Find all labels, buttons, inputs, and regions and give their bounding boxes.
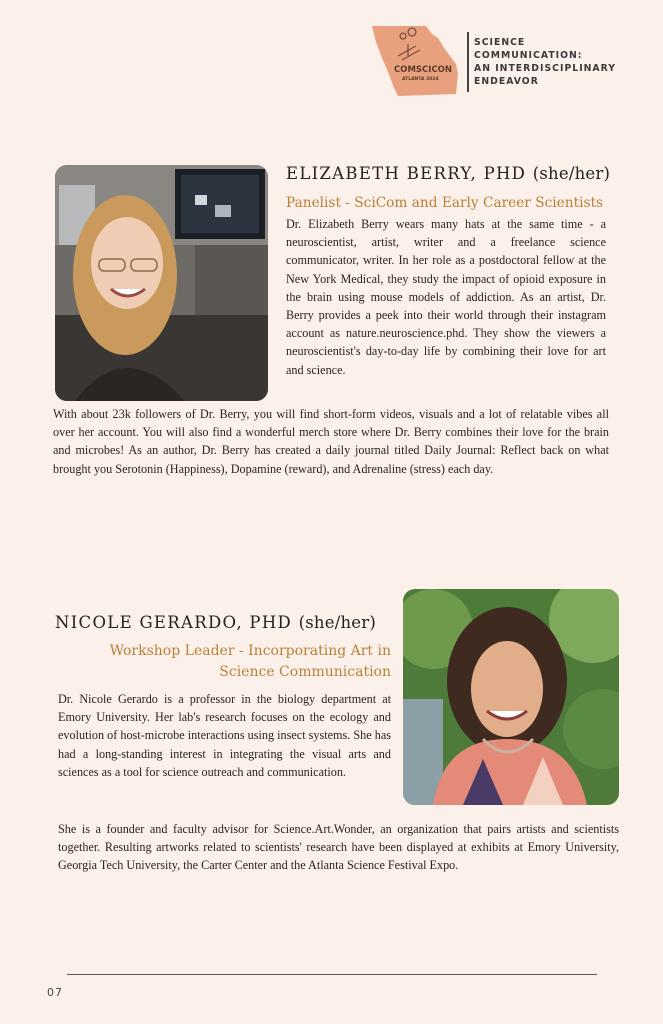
header-divider xyxy=(467,32,469,92)
speaker-bio: Dr. Elizabeth Berry wears many hats at the same time - a neuroscientist, artist, writer and a freelance science communicator, writer. In her role as a postdoctoral fellow at the New York Medical, they study the impact of opioid exposure in the brain using mouse models of addiction. As an artist, Dr. Berry provides a peek into their world through their instagram account as nature.neuroscience.phd. They show the viewers a neuroscientist's day-to-day life by combining their love for art and science. xyxy=(286,217,606,377)
logo-name: COMSCICON xyxy=(394,65,453,75)
speaker-name xyxy=(55,613,376,632)
footer-divider xyxy=(67,974,597,975)
speaker-pronouns: (she/her) xyxy=(298,613,376,632)
comscicon-logo xyxy=(368,22,464,98)
speaker-role: Workshop Leader - Incorporating Art in Science Communication xyxy=(109,643,391,680)
header-title-line: AN INTERDISCIPLINARY xyxy=(474,63,617,74)
speaker-bio-continued: She is a founder and faculty advisor for Science.Art.Wonder, an organization that pairs artists and scientists together. Resulting artworks related to scientists' research have been displayed at exhibits at Emory University, Georgia Tech University, the Carter Center and the Atlanta Science Festival Expo. xyxy=(58,822,619,873)
nicole-gerardo-photo xyxy=(403,589,619,805)
speaker-role: Panelist - SciCom and Early Career Scientists xyxy=(286,195,604,211)
header-title-line: COMMUNICATION: xyxy=(474,50,583,61)
speaker-bio-continued: With about 23k followers of Dr. Berry, you will find short-form videos, visuals and a lot of relatable vibes all over her account. You will also find a wonderful merch store where Dr. Berry combines their love for the brain and microbes! As an author, Dr. Berry has created a daily journal titled Daily Journal: Reflect back on what brought you Serotonin (Happiness), Dopamine (reward), and Adrenaline (stress) each day. xyxy=(53,407,609,476)
header-title-line: ENDEAVOR xyxy=(474,76,539,87)
speaker-name-text: NICOLE GERARDO, PHD xyxy=(55,613,293,632)
page-number: 07 xyxy=(47,986,63,999)
speaker-pronouns: (she/her) xyxy=(532,164,611,183)
speaker-name xyxy=(286,164,610,183)
elizabeth-berry-photo xyxy=(55,165,268,401)
speaker-bio: Dr. Nicole Gerardo is a professor in the biology department at Emory University. Her lab's research focuses on the ecology and evolution of host-microbe interactions using insect systems. She has had a long-standing interest in integrating the visual arts and sciences as a tool for science outreach and communication. xyxy=(58,692,391,779)
speaker-name-text: ELIZABETH BERRY, PHD xyxy=(286,164,527,183)
logo-subtitle: ATLANTA 2024 xyxy=(402,77,439,82)
header-title-line: SCIENCE xyxy=(474,37,526,48)
header-title xyxy=(474,36,654,88)
